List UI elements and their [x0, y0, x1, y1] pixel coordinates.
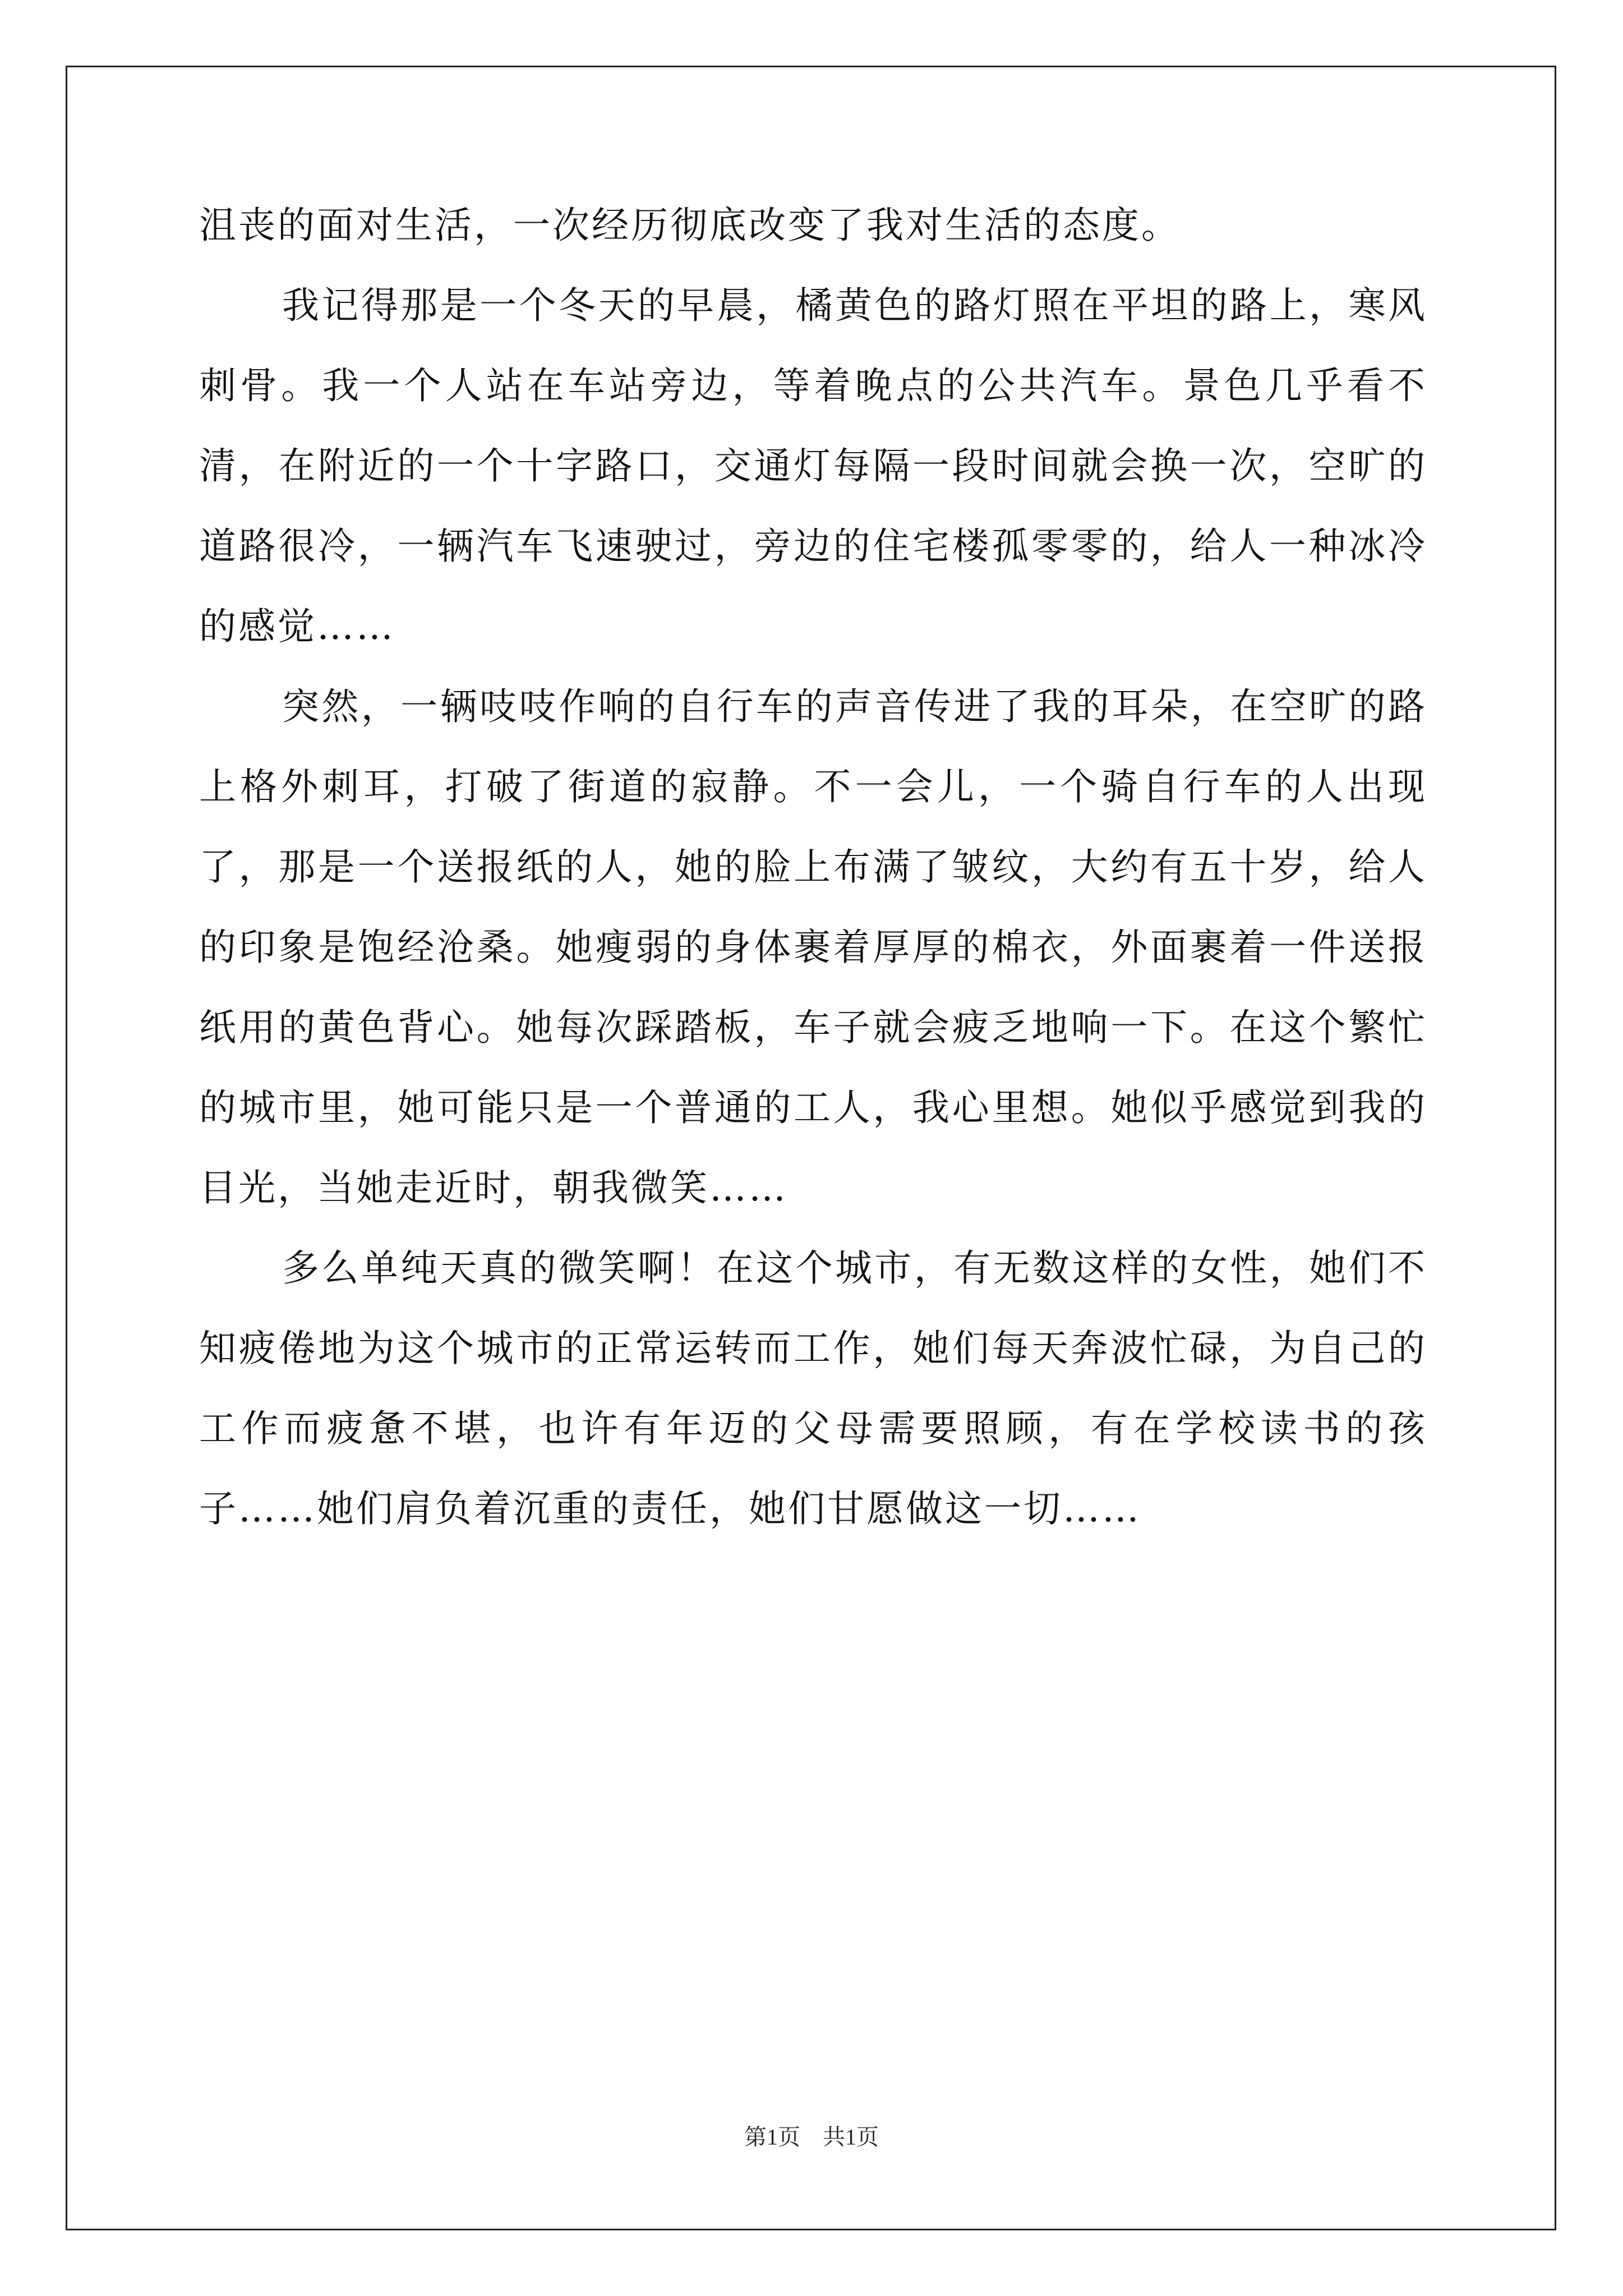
paragraph-4: 多么单纯天真的微笑啊！在这个城市，有无数这样的女性，她们不知疲倦地为这个城市的正常运转而工作，她们每天奔波忙碌，为自己的工作而疲惫不堪，也许有年迈的父母需要照顾，有在学校读书的孩子……她们肩负着沉重的责任，她们甘愿做这一切……: [199, 1246, 1427, 1530]
paragraph-1: 沮丧的面对生活，一次经历彻底改变了我对生活的态度。: [199, 204, 1181, 247]
page-number-footer: 第1页 共1页: [744, 2124, 879, 2150]
paragraph-2: 我记得那是一个冬天的早晨，橘黄色的路灯照在平坦的路上，寒风刺骨。我一个人站在车站旁边，等着晚点的公共汽车。景色几乎看不清，在附近的一个十字路口，交通灯每隔一段时间就会换一次，空旷的道路很冷，一辆汽车飞速驶过，旁边的住宅楼孤零零的，给人一种冰冷的感觉……: [199, 284, 1427, 648]
paragraph-3: 突然，一辆吱吱作响的自行车的声音传进了我的耳朵，在空旷的路上格外刺耳，打破了街道的寂静。不一会儿，一个骑自行车的人出现了，那是一个送报纸的人，她的脸上布满了皱纹，大约有五十岁，给人的印象是饱经沧桑。她瘦弱的身体裹着厚厚的棉衣，外面裹着一件送报纸用的黄色背心。她每次踩踏板，车子就会疲乏地响一下。在这个繁忙的城市里，她可能只是一个普通的工人，我心里想。她似乎感觉到我的目光，当她走近时，朝我微笑……: [199, 685, 1427, 1209]
document-body: [199, 185, 1427, 1549]
